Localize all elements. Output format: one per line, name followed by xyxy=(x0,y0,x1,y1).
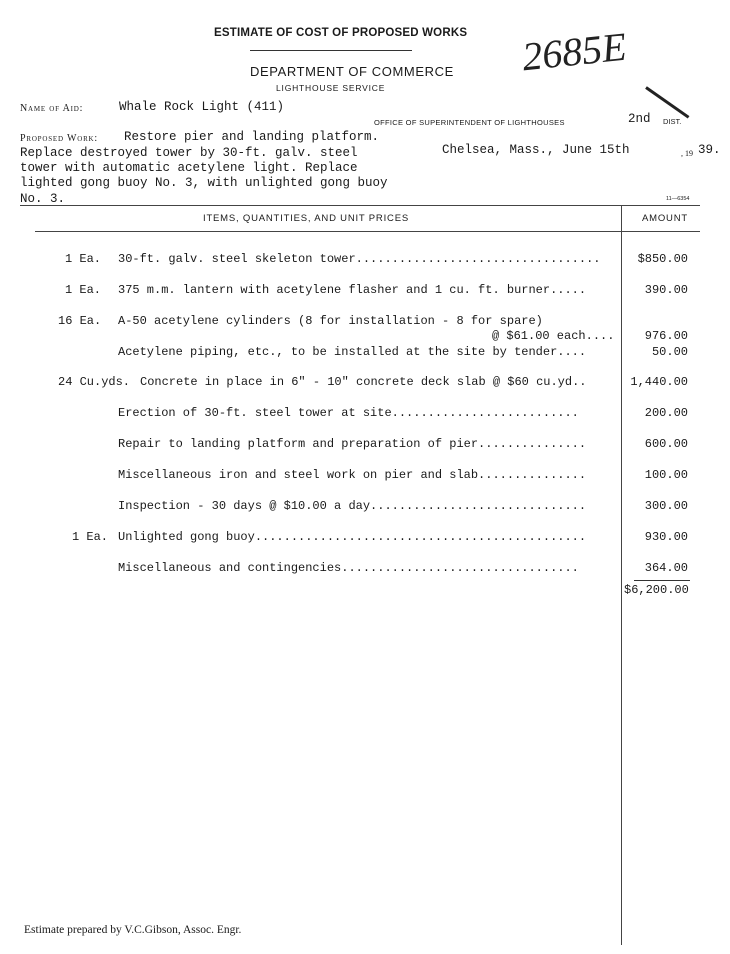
row-amount: 930.00 xyxy=(644,530,688,544)
row-description: Miscellaneous and contingencies................................. xyxy=(118,561,579,575)
row-description: 375 m.m. lantern with acetylene flasher and 1 cu. ft. burner..... xyxy=(118,283,587,297)
prepared-by: Estimate prepared by V.C.Gibson, Assoc. Engr. xyxy=(24,924,242,936)
office-label: OFFICE OF SUPERINTENDENT OF LIGHTHOUSES xyxy=(374,118,565,127)
row-amount: 200.00 xyxy=(644,406,688,420)
row-description: Miscellaneous iron and steel work on pier and slab............... xyxy=(118,468,587,482)
year-value: 39. xyxy=(698,143,721,157)
table-header-rule xyxy=(35,231,700,232)
form-title: ESTIMATE OF COST OF PROPOSED WORKS xyxy=(214,27,468,39)
row-description: 30-ft. galv. steel skeleton tower.................................. xyxy=(118,252,601,266)
row-description: Repair to landing platform and preparation of pier............... xyxy=(118,437,587,451)
row-quantity: 24 Cu.yds. xyxy=(58,375,131,389)
proposed-work-label: Proposed Work: xyxy=(20,133,98,144)
total-amount: $6,200.00 xyxy=(624,583,689,597)
proposed-work-line: lighted gong buoy No. 3, with unlighted gong buoy xyxy=(20,176,388,190)
items-column-header: ITEMS, QUANTITIES, AND UNIT PRICES xyxy=(203,213,409,224)
handwritten-number: 2685E xyxy=(519,23,629,80)
row-amount: 364.00 xyxy=(644,561,688,575)
row-description: Acetylene piping, etc., to be installed at the site by tender.... xyxy=(118,345,587,359)
row-amount: 100.00 xyxy=(644,468,688,482)
row-quantity: 16 Ea. xyxy=(58,314,102,328)
row-quantity: 1 Ea. xyxy=(72,530,109,544)
district-label: DIST. xyxy=(663,117,682,126)
amount-column-divider xyxy=(621,205,622,945)
row-amount: 300.00 xyxy=(644,499,688,513)
service-name: LIGHTHOUSE SERVICE xyxy=(276,83,386,93)
row-quantity: 1 Ea. xyxy=(65,252,102,266)
row-amount: $850.00 xyxy=(637,252,688,266)
row-description: @ $61.00 each.... xyxy=(492,329,615,343)
subtotal-rule xyxy=(634,580,690,581)
proposed-work-line: Replace destroyed tower by 30-ft. galv. steel xyxy=(20,146,358,160)
row-amount: 976.00 xyxy=(644,329,688,343)
amount-column-header: AMOUNT xyxy=(642,213,688,224)
district-number: 2nd xyxy=(628,112,651,126)
pen-mark xyxy=(645,86,689,118)
row-amount: 390.00 xyxy=(644,283,688,297)
row-description: Concrete in place in 6" - 10" concrete deck slab @ $60 cu.yd.. xyxy=(140,375,587,389)
row-amount: 1,440.00 xyxy=(630,375,688,389)
row-description: Erection of 30-ft. steel tower at site.......................... xyxy=(118,406,579,420)
row-description: Inspection - 30 days @ $10.00 a day.............................. xyxy=(118,499,587,513)
title-rule xyxy=(250,50,412,51)
row-description: Unlighted gong buoy.............................................. xyxy=(118,530,587,544)
table-top-rule xyxy=(20,205,700,206)
proposed-work-line: tower with automatic acetylene light. Replace xyxy=(20,161,358,175)
row-amount: 50.00 xyxy=(651,345,688,359)
proposed-work-line: Restore pier and landing platform. xyxy=(124,130,380,144)
department-name: DEPARTMENT OF COMMERCE xyxy=(250,64,454,79)
row-description: A-50 acetylene cylinders (8 for installation - 8 for spare) xyxy=(118,314,543,328)
row-amount: 600.00 xyxy=(644,437,688,451)
aid-name-value: Whale Rock Light (411) xyxy=(119,100,285,114)
proposed-work-line: No. 3. xyxy=(20,192,66,206)
place-date: Chelsea, Mass., June 15th xyxy=(442,143,630,157)
row-quantity: 1 Ea. xyxy=(65,283,102,297)
aid-name-label: Name of Aid: xyxy=(20,103,84,114)
form-number: 11—6354 xyxy=(666,196,690,202)
year-prefix: , 19 xyxy=(681,149,693,158)
